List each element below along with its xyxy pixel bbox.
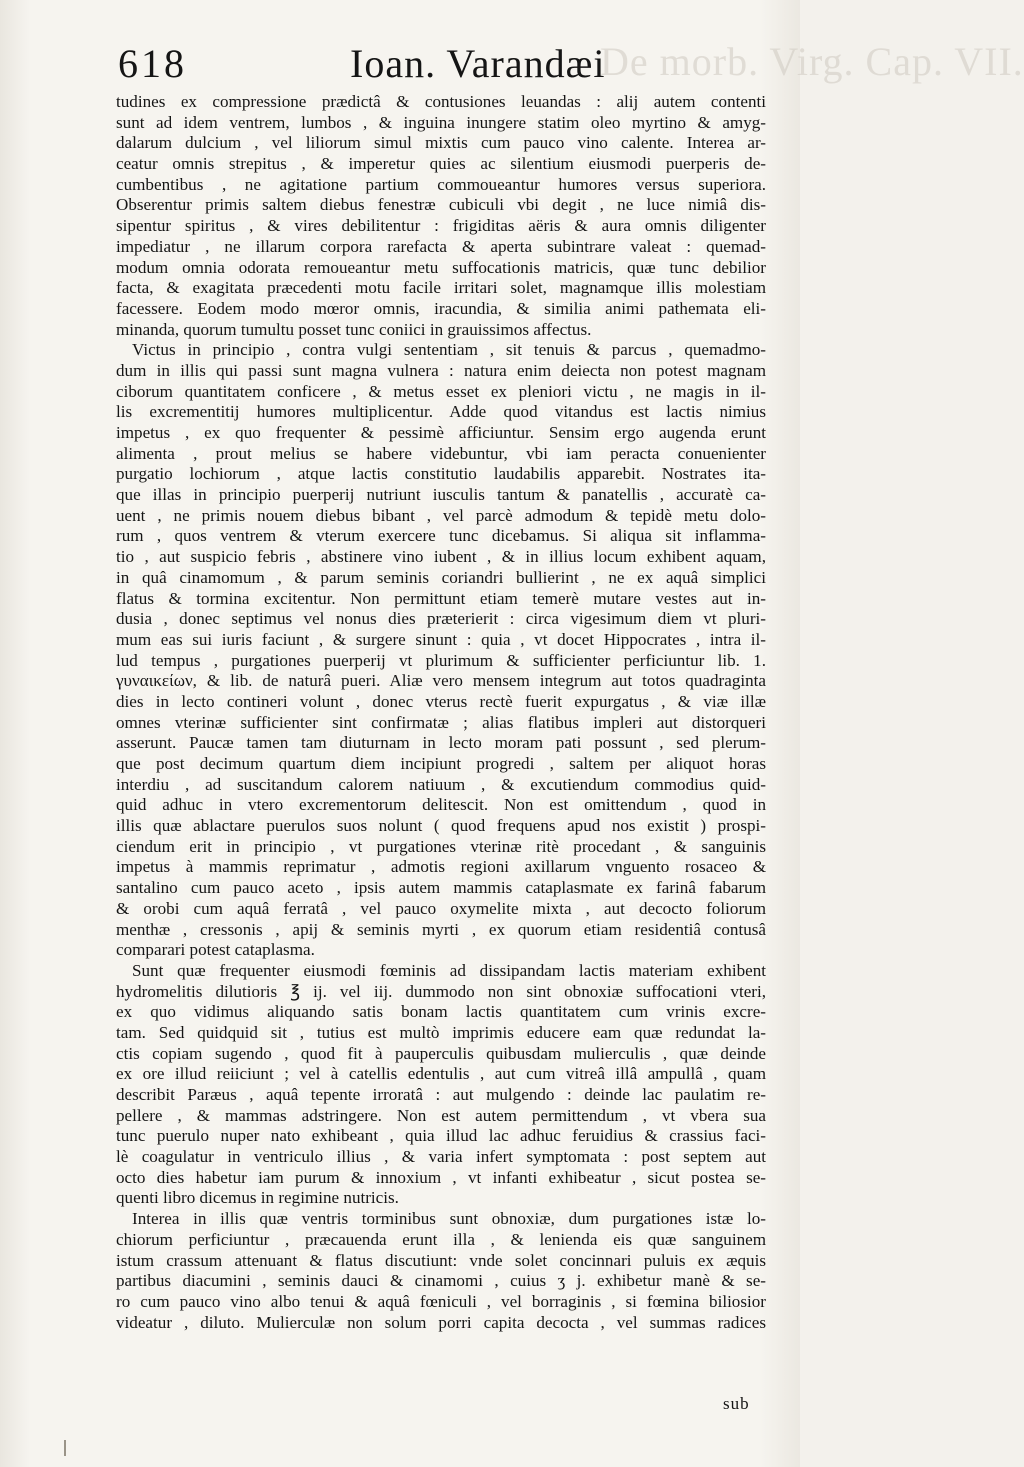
text-line: chiorum perficiuntur , præcauenda erunt illa , & lenienda eis quæ sanguinem	[116, 1229, 766, 1249]
text-line: sunt ad idem ventrem, lumbos , & inguina inungere statim oleo myrtino & amyg-	[116, 112, 766, 132]
text-line: facta, & exagitata præcedenti motu facile irritari solet, magnamque illis molestiam	[116, 278, 766, 298]
text-line: omnes vterinæ sufficienter sint confirmatæ ; alias flatibus impleri aut distorqueri	[116, 712, 766, 732]
text-line: tio , aut suspicio febris , abstinere vino iubent , & in illius locum exhibent aquam,	[116, 547, 766, 567]
text-line: rum , quos ventrem & vterum exercere tunc dicebamus. Si aliqua sit inflamma-	[116, 526, 766, 546]
running-head: Ioan. Varandæi	[350, 41, 606, 86]
text-line: ciendum erit in principio , vt purgationes vterinæ ritè procedant , & sanguinis	[116, 836, 766, 856]
text-line: Interea in illis quæ ventris torminibus sunt obnoxiæ, dum purgationes istæ lo-	[132, 1209, 766, 1229]
text-line: Sunt quæ frequenter eiusmodi fœminis ad dissipandam lactis materiam exhibent	[132, 960, 766, 980]
page-edge-mark	[64, 1440, 66, 1456]
text-line: lè coagulatur in ventriculo illius , & varia infert symptomata : post septem aut	[116, 1147, 766, 1167]
text-line: ex quo vidimus aliquando satis bonam lactis quantitatem cum vrinis excre-	[116, 1002, 766, 1022]
text-line: menthæ , cressonis , apij & seminis myrti , ex quorum etiam residentiâ contusâ	[116, 919, 766, 939]
text-line: tudines ex compressione prædictâ & contusiones leuandas : alij autem contenti	[116, 92, 766, 111]
text-line: ciborum quantitatem conficere , & metus esset ex pleniori victu , ne magis in il-	[116, 381, 766, 401]
text-line: describit Paræus , aquâ tepente irroratâ : aut mulgendo : deinde lac paulatim re-	[116, 1085, 766, 1104]
text-line: ex ore illud reiiciunt ; vel à catellis edentulis , aut cum vitreâ illâ ampullâ , quam	[116, 1064, 766, 1084]
page-header	[118, 40, 718, 90]
text-line: quenti libro dicemus in regimine nutricis.	[116, 1188, 399, 1208]
text-line: ro cum pauco vino albo tenui & aquâ fœniculi , vel borraginis , si fœmina biliosior	[116, 1291, 766, 1311]
text-line: γυναικείων, & lib. de naturâ pueri. Aliæ vero mensem integrum aut totos quadraginta	[116, 671, 766, 691]
text-line: asserunt. Paucæ tamen tam diuturnam in lecto moram pati possunt , sed plerum-	[116, 733, 766, 753]
text-line: interdiu , ad suscitandum calorem natiuum , & excutiendum commodius quid-	[116, 774, 766, 794]
body-text	[116, 92, 766, 1333]
text-line: & orobi cum aquâ ferratâ , vel pauco oxymelite mixta , aut decocto foliorum	[116, 898, 766, 918]
text-line: illis quæ ablactare puerulos suos nolunt ( quod frequens apud nos existit ) prospi-	[116, 816, 766, 836]
text-line: pellere , & mammas adstringere. Non est autem permittendum , vt vbera sua	[116, 1105, 766, 1125]
text-line: flatus & tormina excitentur. Non permittunt etiam temerè mutare vestes aut in-	[116, 588, 766, 608]
text-line: Victus in principio , contra vulgi sententiam , sit tenuis & parcus , quemadmo-	[132, 340, 766, 360]
text-line: videatur , diluto. Mulierculæ non solum porri capita decocta , vel summas radices	[116, 1312, 766, 1332]
text-line: purgatio lochiorum , atque lactis constitutio laudabilis apparebit. Nostrates ita-	[116, 464, 766, 484]
text-line: cumbentibus , ne agitatione partium commoueantur humores versus superiora.	[116, 174, 766, 194]
text-line: facessere. Eodem modo mœror omnis, iracundia, & similia animi pathemata eli-	[116, 298, 766, 318]
text-line: dusia , donec septimus vel nonus dies præterierit : circa vigesimum diem vt pluri-	[116, 609, 766, 629]
text-line: minanda, quorum tumultu posset tunc coniici in grauissimos affectus.	[116, 319, 592, 339]
text-line: alimenta , prout melius se habere videbuntur, vbi iam peracta conuenienter	[116, 443, 766, 463]
text-line: quid adhuc in vtero excrementorum delitescit. Non est omittendum , quod in	[116, 795, 766, 815]
text-line: ceatur omnis strepitus , & imperetur quies ac silentium eiusmodi puerperis de-	[116, 154, 766, 174]
text-line: istum crassum attenuant & flatus discutiunt: vnde solet concinnari puluis ex æquis	[116, 1250, 766, 1270]
text-line: mum eas sui iuris faciunt , & surgere sinunt : quia , vt docet Hippocrates , intra il-	[116, 629, 766, 649]
text-line: impetus à mammis reprimatur , admotis regioni axillarum vnguento rosaceo &	[116, 857, 766, 877]
text-line: lis excrementitij humores multiplicentur. Adde quod vitandus est lactis nimius	[116, 402, 766, 422]
text-line: que illas in principio puerperij nutriunt iusculis tantum & panatellis , accuratè ca-	[116, 485, 766, 505]
text-line: sipentur spiritus , & vires debilitentur : frigiditas aëris & aura omnis diligenter	[116, 216, 766, 236]
text-line: hydromelitis dilutioris ℥ ij. vel iij. dummodo non sint obnoxiæ suffocationi vteri,	[116, 981, 766, 1001]
text-line: santalino cum pauco aceto , ipsis autem mammis cataplasmate ex farinâ fabarum	[116, 878, 766, 898]
text-line: tunc puerulo nuper nato exhibeant , quia illud lac adhuc feruidius & crassius faci-	[116, 1126, 766, 1146]
text-line: octo dies habetur iam purum & innoxium , vt infanti exhibeatur , sicut postea se-	[116, 1167, 766, 1187]
show-through-header: De morb. Virg. Cap. VII.	[600, 39, 1024, 84]
text-line: impediatur , ne illarum corpora rarefacta & aperta subintrare valeat : quemad-	[116, 236, 766, 256]
catchword: sub	[723, 1394, 750, 1413]
text-line: ctis copiam sugendo , quod fit à pauperculis quibusdam mulierculis , quæ deinde	[116, 1043, 766, 1063]
text-line: lud tempus , purgationes puerperij vt plurimum & sufficienter perficiuntur lib. 1.	[116, 650, 766, 670]
text-line: dum in illis qui passi sunt magna vulnera : natura enim deiecta non potest magnam	[116, 360, 766, 380]
text-line: Obserentur primis saltem diebus fenestræ cubiculi vbi degit , ne luce nimiâ dis-	[116, 195, 766, 215]
text-line: que post decimum quartum diem incipiunt progredi , saltem per aliquot horas	[116, 754, 766, 773]
text-line: modum omnia odorata remoueantur metu suffocationis matricis, quæ tunc debilior	[116, 257, 766, 277]
text-line: impetus , ex quo frequenter & pessimè afficiuntur. Sensim ergo augenda erunt	[116, 423, 766, 442]
text-line: comparari potest cataplasma.	[116, 940, 315, 960]
page-number: 618	[118, 41, 187, 86]
text-line: partibus diacumini , seminis dauci & cinamomi , cuius ʒ j. exhibetur manè & se-	[116, 1271, 766, 1291]
text-line: tam. Sed quidquid sit , tutius est multò imprimis educere eam quæ redundat la-	[116, 1022, 766, 1042]
text-line: in quâ cinamomum , & parum seminis coriandri bullierint , ne ex aquâ simplici	[116, 567, 766, 587]
text-line: dalarum dulcium , vel liliorum simul mixtis cum pauco vino calente. Interea ar-	[116, 133, 766, 153]
text-line: dies in lecto contineri volunt , donec vterus rectè fuerit expurgatus , & viæ illæ	[116, 691, 766, 711]
text-line: uent , ne primis nouem diebus bibant , vel parcè admodum & tepidè metu dolo-	[116, 505, 766, 525]
